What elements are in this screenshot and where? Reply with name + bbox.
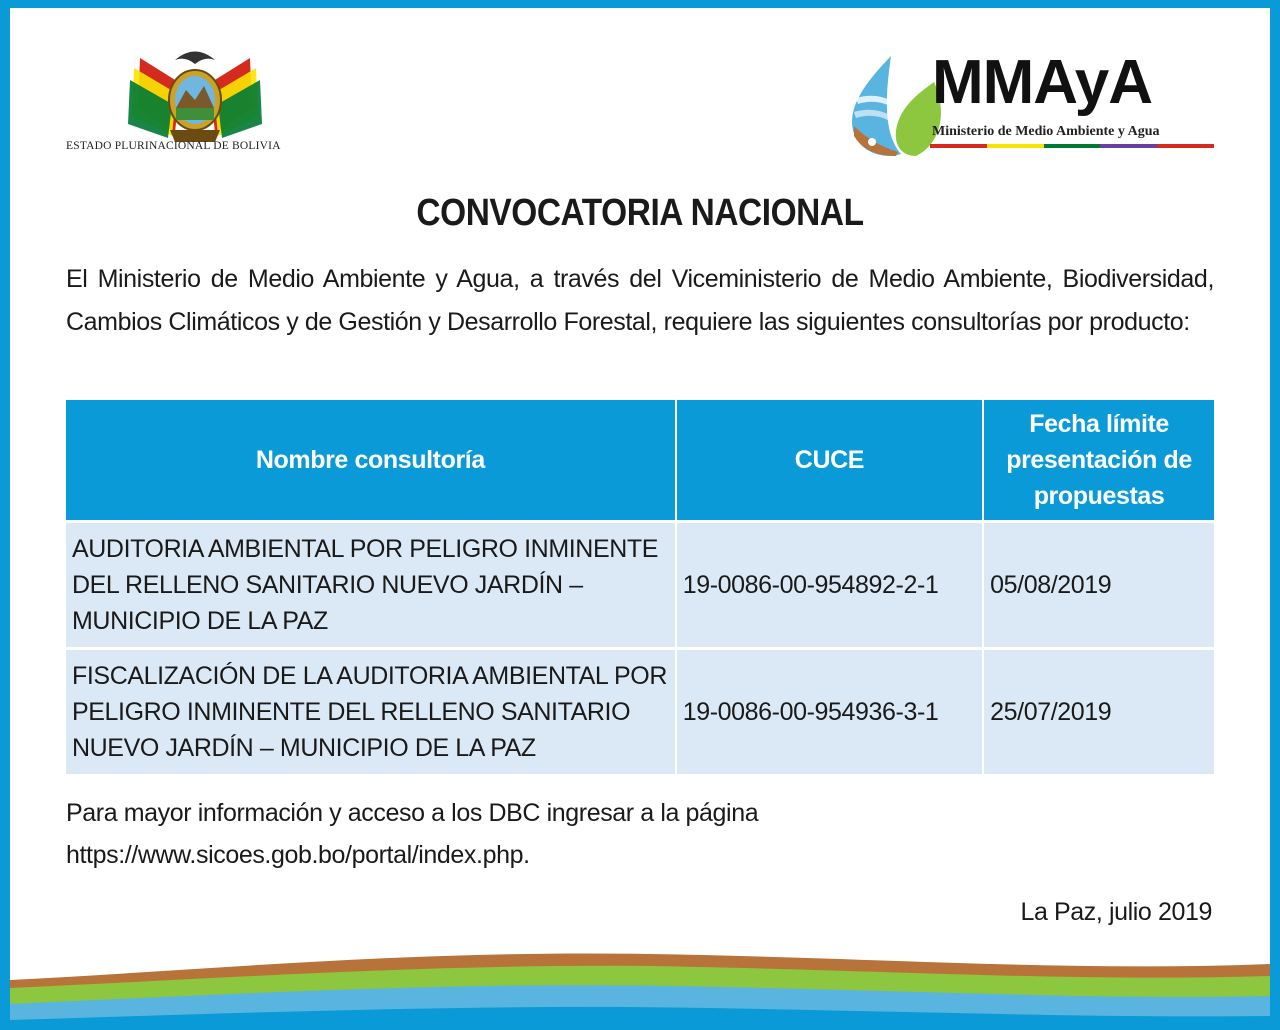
cell-cuce: 19-0086-00-954892-2-1 [676, 522, 983, 649]
column-header-nombre: Nombre consultoría [66, 400, 676, 522]
flag-color-bar [930, 144, 1214, 148]
more-info [66, 792, 758, 876]
column-header-fecha: Fecha límite presentación de propuestas [983, 400, 1214, 522]
state-label: ESTADO PLURINACIONAL DE BOLIVIA [66, 140, 281, 152]
column-header-cuce: CUCE [676, 400, 983, 522]
place-date: La Paz, julio 2019 [1020, 898, 1212, 926]
consultancy-table [66, 400, 1214, 774]
cell-nombre: AUDITORIA AMBIENTAL POR PELIGRO INMINENTE DEL RELLENO SANITARIO NUEVO JARDÍN – MUNICIPIO DE LA PAZ [66, 522, 676, 649]
bolivia-coat-of-arms-icon [120, 38, 270, 148]
cell-nombre: FISCALIZACIÓN DE LA AUDITORIA AMBIENTAL POR PELIGRO INMINENTE DEL RELLENO SANITARIO NUEVO JARDÍN – MUNICIPIO DE LA PAZ [66, 649, 676, 775]
more-info-text: Para mayor información y acceso a los DBC ingresar a la página [66, 799, 759, 827]
table-row [66, 522, 1214, 649]
intro-paragraph: El Ministerio de Medio Ambiente y Agua, a través del Viceministerio de Medio Ambiente, Biodiversidad, Cambios Climáticos y de Gestión y Desarrollo Forestal, requiere las siguientes consultorías por producto: [66, 265, 1214, 336]
page-title: CONVOCATORIA NACIONAL [416, 192, 864, 234]
cell-cuce: 19-0086-00-954936-3-1 [676, 649, 983, 775]
decorative-waves [10, 920, 1270, 1030]
ministry-logo-text: MMAyA [932, 48, 1153, 117]
cell-fecha: 25/07/2019 [983, 649, 1214, 775]
announcement-sheet [10, 8, 1270, 1030]
sicoes-url-link[interactable]: https://www.sicoes.gob.bo/portal/index.php. [66, 841, 530, 869]
table-header-row [66, 400, 1214, 522]
table-row [66, 649, 1214, 775]
cell-fecha: 05/08/2019 [983, 522, 1214, 649]
ministry-logo-subtitle: Ministerio de Medio Ambiente y Agua [932, 124, 1160, 139]
